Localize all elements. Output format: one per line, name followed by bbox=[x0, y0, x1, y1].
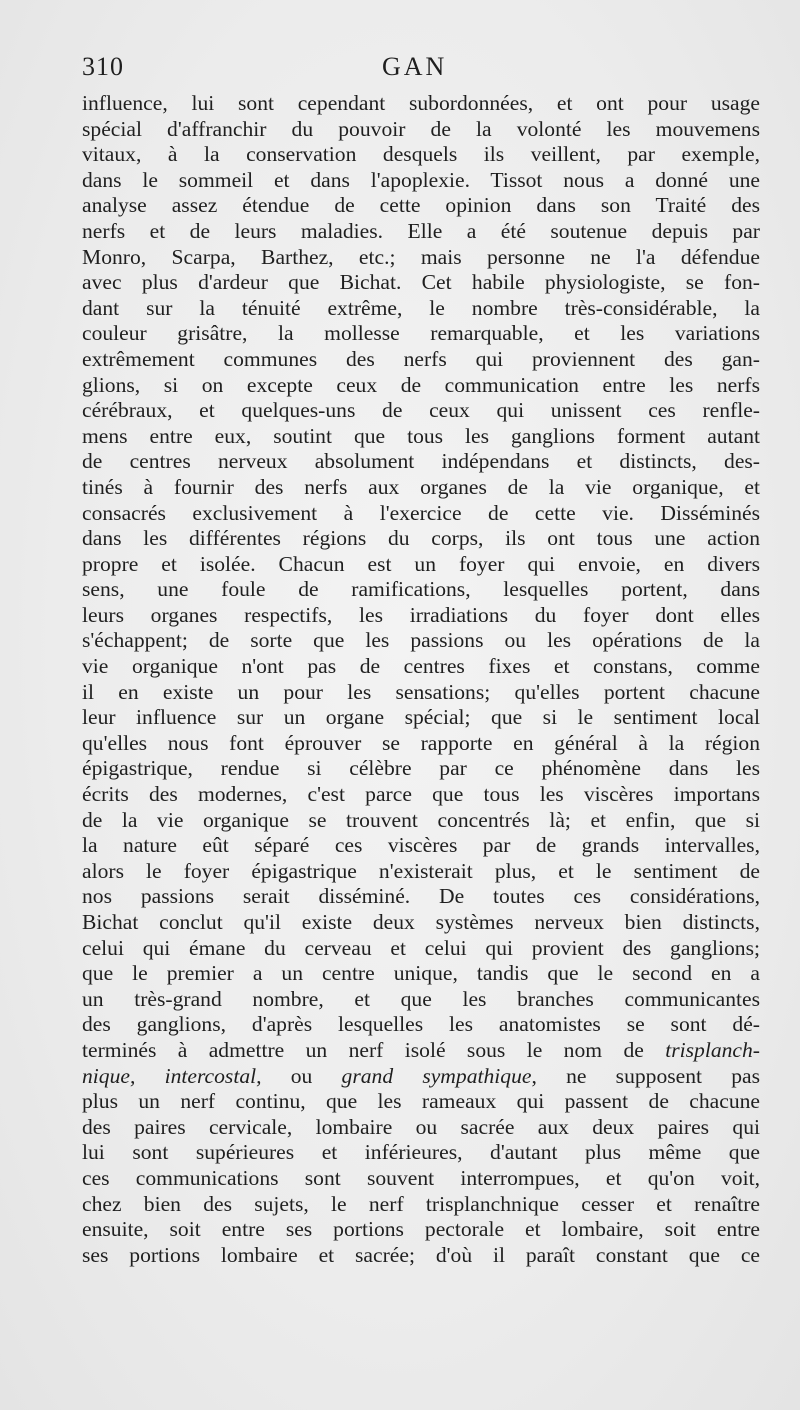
text-line: dans le sommeil et dans l'apoplexie. Tissot nous a donné une bbox=[82, 167, 760, 192]
text-line: ses portions lombaire et sacrée; d'où il paraît constant que ce bbox=[82, 1242, 760, 1267]
text-line: sens, une foule de ramifications, lesquelles portent, dans bbox=[82, 577, 760, 602]
text-line: avec plus d'ardeur que Bichat. Cet habile physiologiste, se fon- bbox=[82, 270, 760, 295]
text-line: consacrés exclusivement à l'exercice de cette vie. Disséminés bbox=[82, 500, 760, 525]
text-line: couleur grisâtre, la mollesse remarquable, et les variations bbox=[82, 321, 760, 346]
text-line: de centres nerveux absolument indépendans et distincts, des- bbox=[82, 449, 760, 474]
text-line: Monro, Scarpa, Barthez, etc.; mais personne ne l'a défendue bbox=[82, 244, 760, 269]
text-line: dant sur la ténuité extrême, le nombre très-considérable, la bbox=[82, 295, 760, 320]
text-line: la nature eût séparé ces viscères par de grands intervalles, bbox=[82, 833, 760, 858]
text-line: s'échappent; de sorte que les passions ou les opérations de la bbox=[82, 628, 760, 653]
text-line: vie organique n'ont pas de centres fixes et constans, comme bbox=[82, 654, 760, 679]
text-line: analyse assez étendue de cette opinion dans son Traité des bbox=[82, 193, 760, 218]
text-line: nos passions serait disséminé. De toutes ces considérations, bbox=[82, 884, 760, 909]
text-line: lui sont supérieures et inférieures, d'autant plus même que bbox=[82, 1140, 760, 1165]
text-line: nique, intercostal, ou grand sympathique, ne supposent pas bbox=[82, 1063, 760, 1088]
text-line: des ganglions, d'après lesquelles les anatomistes se sont dé- bbox=[82, 1012, 760, 1037]
text-line: ces communications sont souvent interrompues, et qu'on voit, bbox=[82, 1165, 760, 1190]
text-line: il en existe un pour les sensations; qu'elles portent chacune bbox=[82, 679, 760, 704]
text-line: plus un nerf continu, que les rameaux qui passent de chacune bbox=[82, 1089, 760, 1114]
text-line: un très-grand nombre, et que les branches communicantes bbox=[82, 986, 760, 1011]
text-line: Bichat conclut qu'il existe deux systèmes nerveux bien distincts, bbox=[82, 910, 760, 934]
text-line: propre et isolée. Chacun est un foyer qui envoie, en divers bbox=[82, 551, 760, 576]
text-line: des paires cervicale, lombaire ou sacrée aux deux paires qui bbox=[82, 1114, 760, 1139]
text-line: nerfs et de leurs maladies. Elle a été soutenue depuis par bbox=[82, 218, 760, 243]
text-line: que le premier a un centre unique, tandis que le second en a bbox=[82, 961, 760, 986]
text-line: dans les différentes régions du corps, ils ont tous une action bbox=[82, 526, 760, 551]
text-line: tinés à fournir des nerfs aux organes de la vie organique, et bbox=[82, 474, 760, 499]
text-line: cérébraux, et quelques-uns de ceux qui unissent ces renfle- bbox=[82, 398, 760, 423]
text-line: influence, lui sont cependant subordonnées, et ont pour usage bbox=[82, 91, 760, 115]
text-line: mens entre eux, soutint que tous les ganglions forment autant bbox=[82, 423, 760, 448]
page-number: 310 bbox=[82, 52, 124, 81]
text-line: glions, si on excepte ceux de communication entre les nerfs bbox=[82, 372, 760, 397]
text-line: ensuite, soit entre ses portions pectorale et lombaire, soit entre bbox=[82, 1217, 760, 1242]
text-line: terminés à admettre un nerf isolé sous le nom de trisplanch- bbox=[82, 1037, 760, 1062]
text-line: de la vie organique se trouvent concentrés là; et enfin, que si bbox=[82, 807, 760, 832]
body-text bbox=[82, 91, 760, 1268]
page-header bbox=[82, 52, 762, 88]
text-line: spécial d'affranchir du pouvoir de la volonté les mouvemens bbox=[82, 116, 760, 141]
text-line: écrits des modernes, c'est parce que tous les viscères importans bbox=[82, 782, 760, 807]
text-line: celui qui émane du cerveau et celui qui provient des ganglions; bbox=[82, 935, 760, 960]
text-line: épigastrique, rendue si célèbre par ce phénomène dans les bbox=[82, 756, 760, 781]
text-line: leur influence sur un organe spécial; que si le sentiment local bbox=[82, 705, 760, 730]
text-line: vitaux, à la conservation desquels ils veillent, par exemple, bbox=[82, 142, 760, 167]
text-line: extrêmement communes des nerfs qui proviennent des gan- bbox=[82, 346, 760, 371]
text-line: alors le foyer épigastrique n'existerait plus, et le sentiment de bbox=[82, 858, 760, 883]
text-line: chez bien des sujets, le nerf trisplanchnique cesser et renaître bbox=[82, 1191, 760, 1216]
text-line: leurs organes respectifs, les irradiations du foyer dont elles bbox=[82, 602, 760, 627]
text-line: qu'elles nous font éprouver se rapporte en général à la région bbox=[82, 730, 760, 755]
running-head: GAN bbox=[382, 52, 448, 81]
